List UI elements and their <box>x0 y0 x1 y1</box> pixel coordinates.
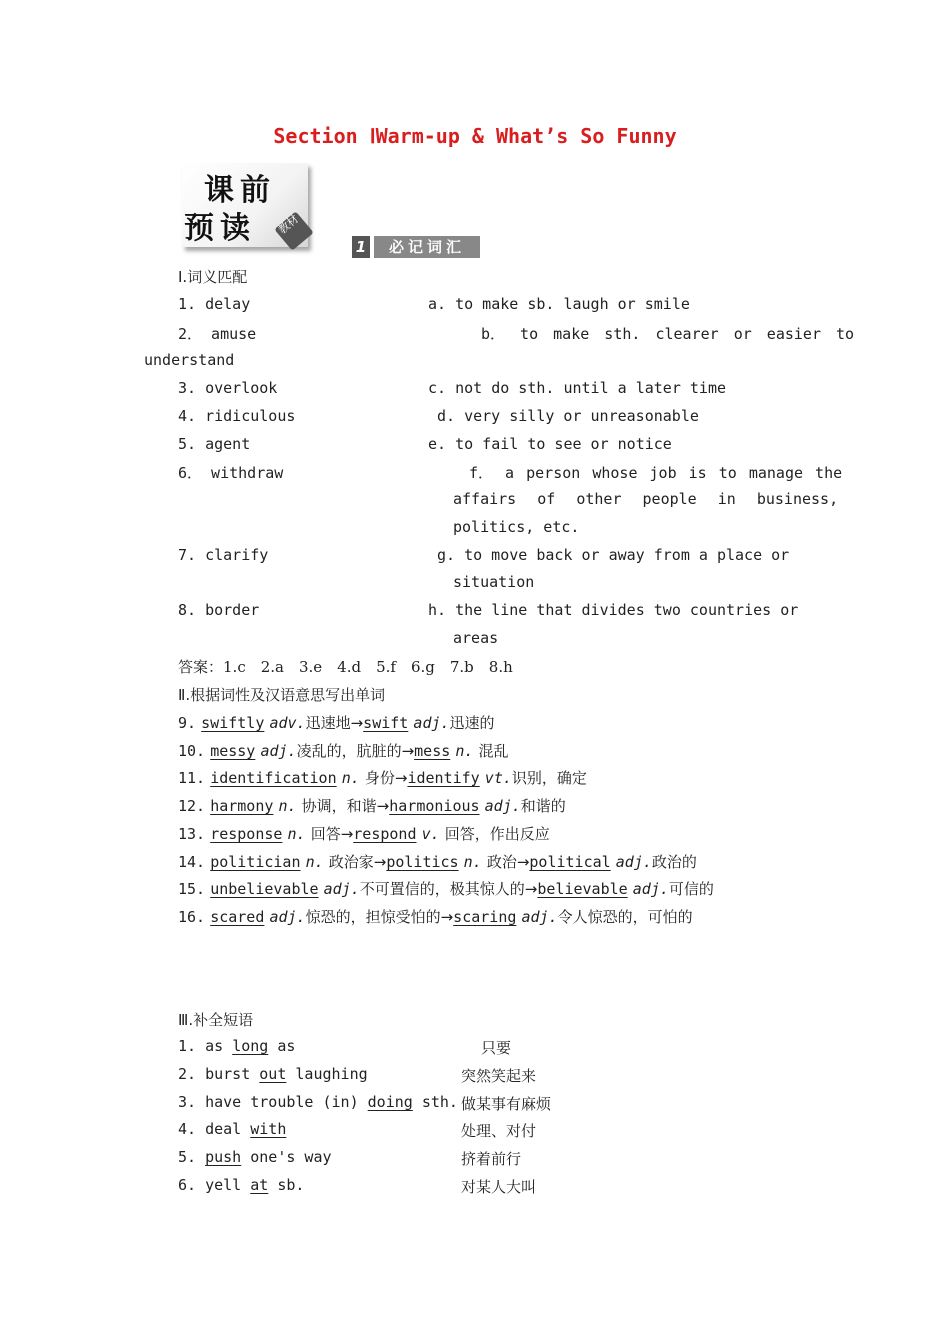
phrase-blank: doing <box>367 1093 413 1111</box>
meaning: 政治→ <box>486 853 530 871</box>
def-a: a. to make sb. laugh or smile <box>428 295 690 313</box>
def-h-line2: areas <box>453 629 499 647</box>
vocab-item <box>178 795 566 816</box>
answer-word: response <box>210 825 283 843</box>
item-number: 16. <box>178 908 206 926</box>
part-of-speech: adj. <box>269 908 306 926</box>
preview-logo <box>182 163 312 253</box>
answer-word: politics <box>386 853 459 871</box>
logo-line-2: 预读 <box>184 211 256 246</box>
def-b-line2: understand <box>144 351 235 369</box>
vocab-banner <box>352 236 480 258</box>
def-h-line1: h. the line that divides two countries or <box>428 601 799 619</box>
item-number: 14. <box>178 853 206 871</box>
banner-number: 1 <box>352 236 370 258</box>
phrase-text: 2. burst <box>178 1065 260 1083</box>
word-7: 7. clarify <box>178 546 269 564</box>
phrase-meaning: 对某人大叫 <box>461 1178 537 1196</box>
phrase-item <box>178 1120 286 1138</box>
meaning: 回答，作出反应 <box>444 825 550 843</box>
word-3: 3. overlook <box>178 379 278 397</box>
word-1: 1. delay <box>178 295 251 313</box>
part-of-speech: adj. <box>260 742 297 760</box>
part-of-speech: n. <box>287 825 306 843</box>
meaning: 惊恐的，担惊受怕的→ <box>305 908 454 926</box>
phrase-text: as <box>268 1037 296 1055</box>
phrase-item <box>178 1037 295 1055</box>
meaning: 混乱 <box>478 742 509 760</box>
answer-word: harmonious <box>389 797 480 815</box>
part-of-speech: n. <box>341 769 360 787</box>
part-of-speech: adv. <box>269 714 306 732</box>
def-d: d. very silly or unreasonable <box>437 407 699 425</box>
phrase-text: sth. <box>412 1093 458 1111</box>
answer-line <box>178 656 513 677</box>
part1-heading: Ⅰ.词义匹配 <box>178 268 248 286</box>
phrase-text: 6. yell <box>178 1176 251 1194</box>
answer-word: politician <box>210 853 301 871</box>
part-of-speech: vt. <box>484 769 512 787</box>
item-number: 13. <box>178 825 206 843</box>
phrase-text: 5. <box>178 1148 206 1166</box>
answer-word: swiftly <box>201 714 265 732</box>
phrase-blank: at <box>250 1176 269 1194</box>
phrase-item <box>178 1176 304 1194</box>
answer-word: harmony <box>210 797 274 815</box>
item-number: 11. <box>178 769 206 787</box>
word-6: 6． withdraw <box>178 464 284 482</box>
meaning: 政治的 <box>651 853 697 871</box>
meaning: 迅速的 <box>449 714 495 732</box>
meaning: 识别，确定 <box>511 769 587 787</box>
part-of-speech: adj. <box>484 797 521 815</box>
phrase-meaning: 做某事有麻烦 <box>461 1095 552 1113</box>
phrase-blank: out <box>259 1065 287 1083</box>
answer-word: believable <box>537 880 628 898</box>
part-of-speech: n. <box>455 742 474 760</box>
phrase-item <box>178 1065 368 1083</box>
word-2: 2． amuse <box>178 325 257 343</box>
meaning: 不可置信的，极其惊人的→ <box>359 880 538 898</box>
meaning: 迅速地→ <box>305 714 364 732</box>
item-number: 9. <box>178 714 197 732</box>
phrase-meaning: 挤着前行 <box>461 1150 522 1168</box>
item-number: 12. <box>178 797 206 815</box>
answer-word: respond <box>353 825 417 843</box>
def-f-line1: f． a person whose job is to manage the <box>469 464 843 482</box>
item-number: 10. <box>178 742 206 760</box>
section-title: Section ⅠWarm-up & What’s So Funny <box>273 124 677 148</box>
phrase-text: 1. as <box>178 1037 233 1055</box>
vocab-item <box>178 878 714 899</box>
vocab-item <box>178 712 495 733</box>
def-f-line3: politics, etc. <box>453 518 580 536</box>
part-of-speech: n. <box>463 853 482 871</box>
phrase-blank: push <box>205 1148 242 1166</box>
def-b-line1: b． to make sth. clearer or easier to <box>481 325 855 343</box>
meaning: 政治家→ <box>328 853 387 871</box>
meaning: 身份→ <box>364 769 408 787</box>
answer-word: mess <box>414 742 451 760</box>
def-f-line2: affairs of other people in business, <box>453 490 839 508</box>
answer-word: identification <box>210 769 337 787</box>
meaning: 回答→ <box>310 825 354 843</box>
part-of-speech: adj. <box>521 908 558 926</box>
answer-word: scared <box>210 908 265 926</box>
phrase-text: laughing <box>286 1065 368 1083</box>
part3-heading: Ⅲ.补全短语 <box>178 1011 254 1029</box>
phrase-text: sb. <box>268 1176 305 1194</box>
meaning: 可信的 <box>668 880 714 898</box>
part-of-speech: adj. <box>413 714 450 732</box>
phrase-item <box>178 1148 332 1166</box>
meaning: 凌乱的，肮脏的→ <box>296 742 415 760</box>
answer-text: 1.c 2.a 3.e 4.d 5.f 6.g 7.b 8.h <box>223 658 513 676</box>
meaning: 协调，和谐→ <box>301 797 390 815</box>
phrase-text: 3. have trouble (in) <box>178 1093 368 1111</box>
vocab-item <box>178 767 587 788</box>
item-number: 15. <box>178 880 206 898</box>
phrase-meaning: 处理、对付 <box>461 1122 537 1140</box>
word-4: 4. ridiculous <box>178 407 296 425</box>
vocab-item <box>178 906 693 927</box>
answer-word: messy <box>210 742 256 760</box>
phrase-item <box>178 1093 458 1111</box>
part-of-speech: n. <box>278 797 297 815</box>
part-of-speech: v. <box>421 825 440 843</box>
phrase-text: 4. deal <box>178 1120 251 1138</box>
vocab-item <box>178 851 697 872</box>
vocab-item <box>178 823 550 844</box>
part-of-speech: n. <box>305 853 324 871</box>
part2-heading: Ⅱ.根据词性及汉语意思写出单词 <box>178 686 386 704</box>
def-g-line2: situation <box>453 573 535 591</box>
phrase-meaning: 只要 <box>481 1039 512 1057</box>
phrase-blank: with <box>250 1120 287 1138</box>
word-5: 5. agent <box>178 435 251 453</box>
part-of-speech: adj. <box>323 880 360 898</box>
answer-word: identify <box>407 769 480 787</box>
word-8: 8. border <box>178 601 260 619</box>
def-e: e. to fail to see or notice <box>428 435 672 453</box>
meaning: 令人惊恐的，可怕的 <box>557 908 693 926</box>
logo-line-1: 课前 <box>204 173 276 208</box>
answer-word: unbelievable <box>210 880 319 898</box>
meaning: 和谐的 <box>520 797 566 815</box>
answer-word: political <box>529 853 611 871</box>
phrase-meaning: 突然笑起来 <box>461 1067 537 1085</box>
answer-label: 答案： <box>178 658 224 676</box>
part-of-speech: adj. <box>632 880 669 898</box>
logo-tag: 教材 <box>274 211 313 250</box>
def-c: c. not do sth. until a later time <box>428 379 727 397</box>
answer-word: swift <box>363 714 409 732</box>
part-of-speech: adj. <box>615 853 652 871</box>
vocab-item <box>178 740 509 761</box>
phrase-text: one's way <box>241 1148 332 1166</box>
banner-text: 必记词汇 <box>374 236 480 258</box>
phrase-blank: long <box>232 1037 269 1055</box>
def-g-line1: g. to move back or away from a place or <box>437 546 790 564</box>
answer-word: scaring <box>453 908 517 926</box>
